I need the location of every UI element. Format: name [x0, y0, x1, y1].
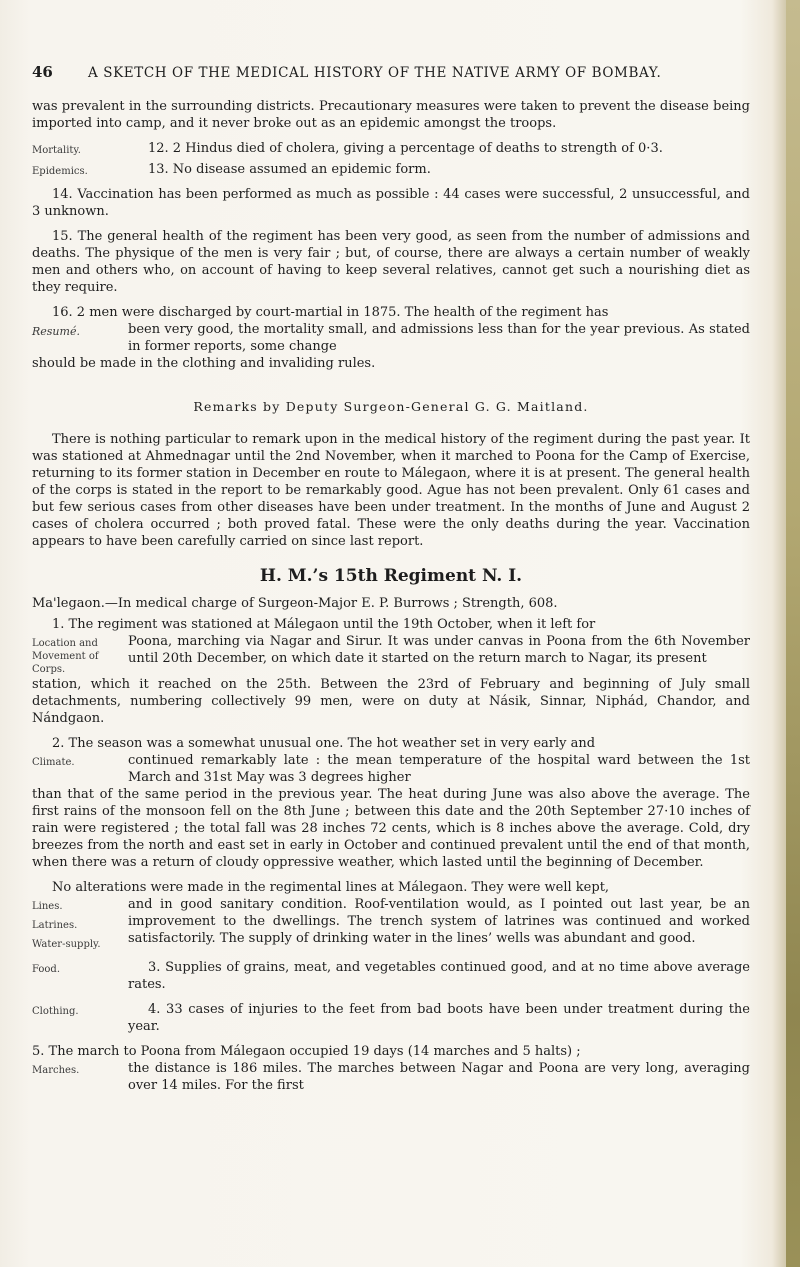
margin-note-mortality: Mortality.: [32, 145, 81, 156]
binding-edge: [786, 0, 800, 1267]
paragraph-3: 3. Supplies of grains, meat, and vegetables continued good, and at no time above average rates.: [128, 960, 750, 992]
regiment-heading: H. M.’s 15th Regiment N. I.: [259, 566, 523, 586]
paragraph-1-lead: 1. The regiment was stationed at Málegaon until the 19th October, when it left for: [52, 617, 596, 632]
clothing-block: [32, 1001, 750, 1035]
paragraph-4: 4. 33 cases of injuries to the feet from bad boots have been under treatment during the year.: [128, 1002, 750, 1034]
margin-note-resume: Resumé.: [32, 325, 80, 338]
margin-note-marches: Marches.: [32, 1065, 80, 1076]
resume-block: [32, 321, 750, 355]
paragraph-16-tail: should be made in the clothing and invaliding rules.: [32, 356, 376, 371]
mortality-block: [32, 140, 750, 157]
marches-block: [32, 1060, 750, 1094]
paragraph-2-tail: than that of the same period in the previous year. The heat during June was also above the average. The first rains of the monsoon fell on the 8th June ; between this date and the 20th September 27·10 inches of rain were registered ; the total fall was 28 inches 72 cents, which is 8 inches above the average. Cold, dry breezes from the north and east set in early in October and continued prevalent until the end of that month, when there was a return of cloudy oppressive weather, which lasted until the beginning of December.: [32, 787, 750, 870]
paragraph-5-mid: the distance is 186 miles. The marches between Nagar and Poona are very long, averaging over 14 miles. For the first: [128, 1061, 750, 1093]
paragraph-2-mid: continued remarkably late : the mean temperature of the hospital ward between the 1st March and 31st May was 3 degrees higher: [128, 753, 750, 785]
margin-note-food: Food.: [32, 964, 61, 975]
location-block: [32, 633, 750, 676]
paragraph-1-tail: station, which it reached on the 25th. Between the 23rd of February and beginning of July small detachments, numbering collectively 99 men, were on duty at Násik, Sinnar, Niphád, Chandor, and Nándgaon.: [32, 677, 750, 726]
margin-note-location: Location and Movement of Corps.: [32, 638, 99, 675]
paragraph-12: 12. 2 Hindus died of cholera, giving a percentage of deaths to strength of 0·3.: [148, 141, 663, 156]
margin-note-clothing: Clothing.: [32, 1006, 79, 1017]
remarks-heading: Remarks by Deputy Surgeon-General G. G. Maitland.: [193, 399, 589, 414]
food-block: [32, 959, 750, 993]
page-header: [32, 63, 752, 85]
epidemics-block: [32, 161, 750, 178]
paragraph-16-mid: been very good, the mortality small, and admissions less than for the year previous. As stated in former reports, some change: [128, 322, 750, 354]
lines-block: [32, 896, 750, 951]
paragraph-1-mid: Poona, marching via Nagar and Sirur. It was under canvas in Poona from the 6th November until 20th December, on which date it started on the return march to Nagar, its present: [128, 634, 750, 666]
paragraph-15: 15. The general health of the regiment has been very good, as seen from the number of admissions and deaths. The physique of the men is very fair ; but, of course, there are always a certain number of weakly men and others who, on account of having to keep several relatives, cannot get such a nourishing diet as they require.: [32, 229, 750, 295]
margin-note-epidemics: Epidemics.: [32, 166, 88, 177]
lines-lead: No alterations were made in the regimental lines at Málegaon. They were well kept,: [52, 880, 610, 895]
margin-note-lines: Lines.: [32, 901, 63, 912]
malegaon-line: Ma'legaon.—In medical charge of Surgeon-Major E. P. Burrows ; Strength, 608.: [32, 596, 558, 611]
margin-note-water-supply: Water-supply.: [32, 939, 101, 950]
page-number: 46: [32, 63, 53, 81]
remarks-paragraph: There is nothing particular to remark upon in the medical history of the regiment during the past year. It was stationed at Ahmednagar until the 2nd November, when it marched to Poona for the Camp of Exercise, returning to its former station in December en route to Málegaon, where it is at present. The general health of the corps is stated in the report to be remarkably good. Ague has not been prevalent. Only 61 cases and but few serious cases from other diseases have been under treatment. In the months of June and August 2 cases of cholera occurred ; both proved fatal. These were the only deaths during the year. Vaccination appears to have been carefully carried on since last report.: [32, 432, 750, 549]
margin-note-latrines: Latrines.: [32, 920, 78, 931]
paragraph-5-lead: 5. The march to Poona from Málegaon occupied 19 days (14 marches and 5 halts) ;: [32, 1044, 581, 1059]
body-text: [32, 98, 750, 1094]
margin-note-climate: Climate.: [32, 757, 75, 768]
running-title: A SKETCH OF THE MEDICAL HISTORY OF THE NATIVE ARMY OF BOMBAY.: [88, 65, 662, 81]
paragraph-16-lead: 16. 2 men were discharged by court-martial in 1875. The health of the regiment has: [52, 305, 609, 320]
paragraph-14: 14. Vaccination has been performed as much as possible : 44 cases were successful, 2 unsuccessful, and 3 unknown.: [32, 187, 750, 219]
lines-paragraph: and in good sanitary condition. Roof-ventilation would, as I pointed out last year, be an improvement to the dwellings. The trench system of latrines was continued and worked satisfactorily. The supply of drinking water in the lines’ wells was abundant and good.: [128, 897, 750, 946]
paragraph-13: 13. No disease assumed an epidemic form.: [148, 162, 431, 177]
intro-paragraph: was prevalent in the surrounding districts. Precautionary measures were taken to prevent the disease being imported into camp, and it never broke out as an epidemic amongst the troops.: [32, 99, 750, 131]
climate-block: [32, 752, 750, 786]
paragraph-2-lead: 2. The season was a somewhat unusual one. The hot weather set in very early and: [52, 736, 596, 751]
margin-notes-lines: [32, 896, 128, 951]
